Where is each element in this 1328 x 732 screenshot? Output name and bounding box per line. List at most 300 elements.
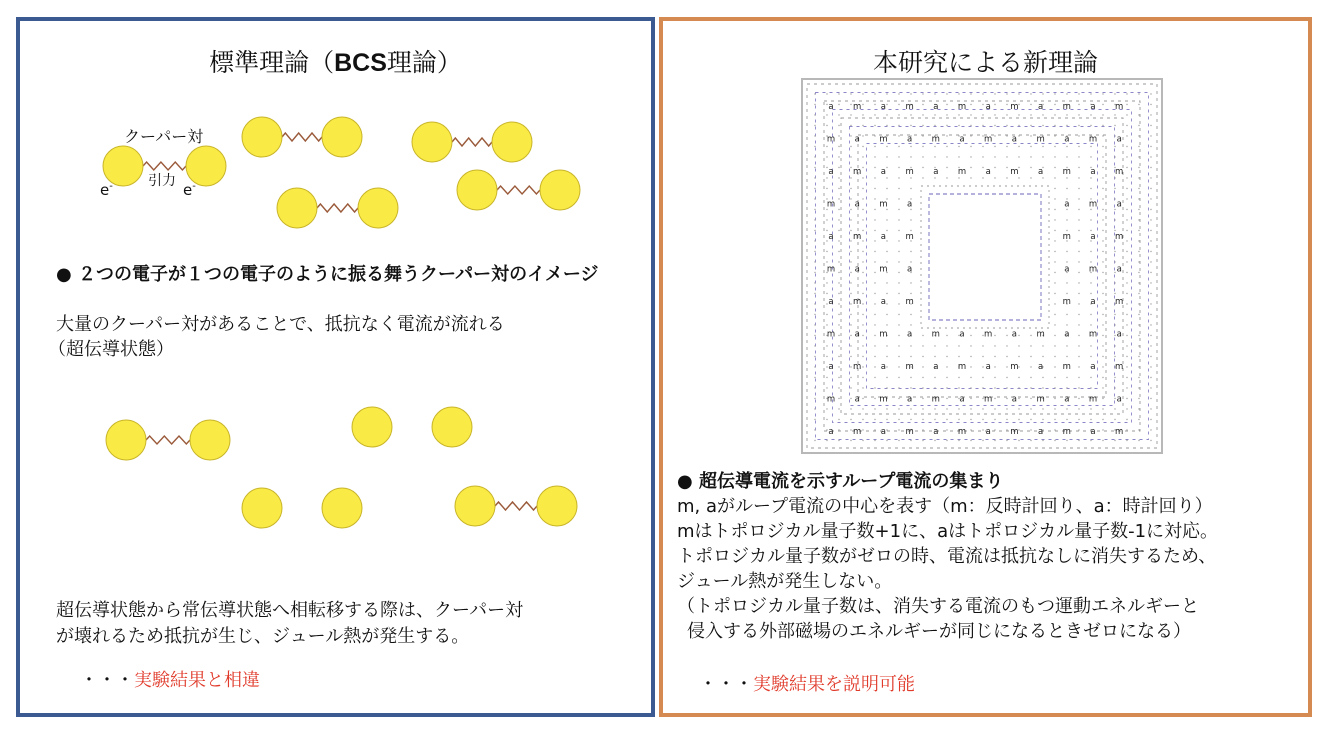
field-dot (934, 345, 935, 346)
field-dot (910, 93, 911, 94)
field-dot (982, 146, 983, 147)
field-dot (886, 93, 887, 94)
field-dot (862, 261, 863, 262)
a-center-label: a (854, 329, 860, 340)
field-dot (1138, 345, 1139, 346)
field-dot (850, 198, 851, 199)
a-center-label: a (828, 167, 834, 177)
field-dot (838, 261, 839, 262)
field-dot (934, 146, 935, 147)
field-dot (946, 419, 947, 420)
field-dot (1018, 377, 1019, 378)
m-center-label: m (1062, 102, 1071, 112)
m-center-label: m (905, 427, 914, 437)
field-dot (1018, 408, 1019, 409)
field-dot (934, 440, 935, 441)
field-dot (910, 230, 911, 231)
field-dot (910, 324, 911, 325)
a-center-label: a (1090, 167, 1096, 177)
field-dot (898, 167, 899, 168)
field-dot (1138, 230, 1139, 231)
field-dot (1114, 398, 1115, 399)
field-dot (1030, 135, 1031, 136)
field-dot (1090, 356, 1091, 357)
field-dot (1054, 125, 1055, 126)
field-dot (994, 125, 995, 126)
field-dot (838, 135, 839, 136)
field-dot (1150, 230, 1151, 231)
field-dot (946, 387, 947, 388)
m-center-label: m (826, 394, 836, 405)
inner-loop-path (929, 194, 1041, 320)
field-dot (1054, 419, 1055, 420)
field-dot (862, 272, 863, 273)
a-center-label: a (1064, 199, 1070, 210)
field-dot (1030, 104, 1031, 105)
field-dot (1150, 167, 1151, 168)
field-dot (1006, 408, 1007, 409)
field-dot (898, 282, 899, 283)
field-dot (862, 356, 863, 357)
field-dot (946, 177, 947, 178)
field-dot (958, 387, 959, 388)
field-dot (1102, 261, 1103, 262)
field-dot (1078, 177, 1079, 178)
field-dot (970, 146, 971, 147)
field-dot (886, 177, 887, 178)
new-theory-line-2: mはトポロジカル量子数+1に、aはトポロジカル量子数-1に対応。 (677, 521, 1219, 542)
field-dot (862, 293, 863, 294)
new-theory-line-5: （トポロジカル量子数は、消失する電流のもつ運動エネルギーと (677, 596, 1199, 617)
a-center-label: a (1037, 427, 1044, 437)
field-dot (1090, 230, 1091, 231)
field-dot (898, 377, 899, 378)
field-dot (1066, 230, 1067, 231)
field-dot (922, 93, 923, 94)
field-dot (994, 387, 995, 388)
field-dot (850, 366, 851, 367)
field-dot (874, 146, 875, 147)
field-dot (1006, 398, 1007, 399)
field-dot (1138, 198, 1139, 199)
field-dot (850, 272, 851, 273)
field-dot (862, 146, 863, 147)
field-dot (862, 282, 863, 283)
a-center-label: a (985, 102, 991, 112)
field-dot (814, 272, 815, 273)
field-dot (814, 419, 815, 420)
field-dot (1138, 209, 1139, 210)
field-dot (874, 230, 875, 231)
bcs-title: 標準理論（BCS理論） (209, 48, 462, 77)
field-dot (1102, 408, 1103, 409)
field-dot (886, 356, 887, 357)
field-dot (1078, 282, 1079, 283)
field-dot (1138, 261, 1139, 262)
field-dot (1030, 377, 1031, 378)
field-dot (958, 377, 959, 378)
field-dot (1150, 104, 1151, 105)
field-dot (1090, 261, 1091, 262)
field-dot (982, 387, 983, 388)
field-dot (1054, 356, 1055, 357)
field-dot (898, 156, 899, 157)
field-dot (1078, 356, 1079, 357)
electron (540, 170, 580, 210)
field-dot (838, 345, 839, 346)
field-dot (862, 440, 863, 441)
field-dot (1078, 230, 1079, 231)
field-dot (922, 377, 923, 378)
field-dot (1054, 177, 1055, 178)
m-center-label: m (957, 102, 967, 112)
field-dot (898, 135, 899, 136)
field-dot (1078, 240, 1079, 241)
field-dot (1090, 324, 1091, 325)
m-center-label: m (879, 264, 888, 275)
new-theory-line-6: 侵入する外部磁場のエネルギーが同じになるときゼロになる） (687, 621, 1191, 642)
field-dot (850, 104, 851, 105)
field-dot (1150, 272, 1151, 273)
field-dot (814, 230, 815, 231)
a-center-label: a (1011, 329, 1018, 340)
field-dot (934, 387, 935, 388)
a-center-label: a (1090, 362, 1096, 372)
single-electron (242, 488, 282, 528)
field-dot (922, 156, 923, 157)
field-dot (994, 146, 995, 147)
field-dot (1114, 440, 1115, 441)
field-dot (1030, 408, 1031, 409)
field-dot (1030, 125, 1031, 126)
field-dot (1066, 419, 1067, 420)
field-dot (1138, 419, 1139, 420)
field-dot (1054, 429, 1055, 430)
field-dot (1114, 177, 1115, 178)
field-dot (1018, 419, 1019, 420)
field-dot (886, 261, 887, 262)
field-dot (862, 114, 863, 115)
field-dot (946, 93, 947, 94)
bcs-line-1: 大量のクーパー対があることで、抵抗なく電流が流れる (56, 314, 505, 335)
field-dot (910, 345, 911, 346)
attraction-spring (452, 138, 492, 146)
a-center-label: a (828, 362, 834, 372)
field-dot (838, 408, 839, 409)
m-center-label: m (826, 134, 836, 145)
field-dot (1054, 240, 1055, 241)
field-dot (1114, 282, 1115, 283)
loop-current-path (867, 144, 1098, 389)
field-dot (826, 230, 827, 231)
field-dot (838, 156, 839, 157)
field-dot (1042, 419, 1043, 420)
field-dot (1054, 272, 1055, 273)
field-dot (886, 440, 887, 441)
field-dot (1006, 429, 1007, 430)
field-dot (1006, 377, 1007, 378)
field-dot (886, 282, 887, 283)
field-dot (958, 408, 959, 409)
field-dot (826, 293, 827, 294)
field-dot (1030, 177, 1031, 178)
a-center-label: a (985, 362, 991, 372)
m-center-label: m (957, 167, 967, 177)
field-dot (862, 387, 863, 388)
field-dot (1102, 125, 1103, 126)
field-dot (1138, 387, 1139, 388)
a-center-label: a (1090, 427, 1096, 437)
field-dot (1054, 282, 1055, 283)
field-dot (1006, 440, 1007, 441)
loop-current-path (816, 93, 1149, 440)
field-dot (946, 135, 947, 136)
field-dot (946, 429, 947, 430)
field-dot (1150, 114, 1151, 115)
loop-current-path (833, 110, 1132, 423)
field-dot (1150, 240, 1151, 241)
field-dot (934, 156, 935, 157)
field-dot (1030, 419, 1031, 420)
field-dot (850, 93, 851, 94)
field-dot (1150, 440, 1151, 441)
attraction-spring (317, 204, 358, 212)
field-dot (1126, 366, 1127, 367)
field-dot (1066, 93, 1067, 94)
field-dot (1126, 135, 1127, 136)
field-dot (1066, 324, 1067, 325)
field-dot (874, 125, 875, 126)
field-dot (982, 156, 983, 157)
field-dot (1138, 398, 1139, 399)
field-dot (838, 324, 839, 325)
field-dot (838, 293, 839, 294)
a-center-label: a (1011, 134, 1018, 145)
field-dot (1078, 293, 1079, 294)
field-dot (1150, 335, 1151, 336)
field-dot (910, 125, 911, 126)
field-dot (886, 104, 887, 105)
field-dot (1138, 104, 1139, 105)
field-dot (814, 167, 815, 168)
m-center-label: m (1062, 297, 1071, 307)
field-dot (1042, 377, 1043, 378)
field-dot (1006, 125, 1007, 126)
field-dot (958, 440, 959, 441)
field-dot (898, 335, 899, 336)
field-dot (1078, 345, 1079, 346)
field-dot (958, 146, 959, 147)
field-dot (1150, 324, 1151, 325)
field-dot (898, 419, 899, 420)
field-dot (814, 356, 815, 357)
field-dot (814, 135, 815, 136)
field-dot (1054, 377, 1055, 378)
field-dot (814, 240, 815, 241)
field-dot (910, 387, 911, 388)
bcs-conclusion: ・・・実験結果と相違 (80, 670, 260, 691)
field-dot (874, 366, 875, 367)
field-dot (1138, 177, 1139, 178)
field-dot (886, 156, 887, 157)
field-dot (958, 114, 959, 115)
a-center-label: a (933, 102, 939, 112)
field-dot (994, 419, 995, 420)
attraction-spring (282, 133, 322, 141)
field-dot (850, 230, 851, 231)
field-dot (850, 114, 851, 115)
new-theory-panel (659, 17, 1312, 717)
field-dot (1054, 104, 1055, 105)
loop-current-lattice (801, 78, 1163, 454)
field-dot (850, 324, 851, 325)
field-dot (1066, 282, 1067, 283)
m-center-label: m (879, 329, 888, 340)
field-dot (1066, 219, 1067, 220)
field-dot (838, 387, 839, 388)
field-dot (886, 324, 887, 325)
field-dot (910, 114, 911, 115)
field-dot (1114, 125, 1115, 126)
field-dot (1126, 146, 1127, 147)
attraction-label: 引力 (148, 173, 176, 189)
field-dot (922, 356, 923, 357)
field-dot (850, 408, 851, 409)
field-dot (1066, 177, 1067, 178)
field-dot (838, 188, 839, 189)
field-dot (814, 146, 815, 147)
field-dot (970, 335, 971, 336)
field-dot (1078, 167, 1079, 168)
field-dot (1114, 293, 1115, 294)
field-dot (1102, 188, 1103, 189)
field-dot (1126, 377, 1127, 378)
field-dot (958, 93, 959, 94)
field-dot (922, 345, 923, 346)
field-dot (934, 408, 935, 409)
field-dot (970, 177, 971, 178)
field-dot (1126, 293, 1127, 294)
field-dot (1078, 198, 1079, 199)
field-dot (1018, 114, 1019, 115)
field-dot (1078, 93, 1079, 94)
field-dot (946, 146, 947, 147)
m-center-label: m (905, 102, 914, 112)
field-dot (1054, 198, 1055, 199)
field-dot (1126, 125, 1127, 126)
field-dot (1090, 156, 1091, 157)
field-dot (874, 314, 875, 315)
field-dot (1150, 387, 1151, 388)
field-dot (1054, 209, 1055, 210)
field-dot (1102, 209, 1103, 210)
field-dot (1150, 198, 1151, 199)
field-dot (922, 366, 923, 367)
field-dot (982, 440, 983, 441)
a-center-label: a (1116, 199, 1122, 210)
field-dot (1150, 156, 1151, 157)
field-dot (970, 104, 971, 105)
field-dot (1150, 366, 1151, 367)
field-dot (1114, 146, 1115, 147)
m-center-label: m (1088, 134, 1098, 145)
field-dot (1102, 156, 1103, 157)
field-dot (994, 104, 995, 105)
m-center-label: m (853, 232, 862, 242)
field-dot (982, 429, 983, 430)
field-dot (814, 314, 815, 315)
field-dot (1150, 146, 1151, 147)
field-dot (1138, 167, 1139, 168)
field-dot (1018, 356, 1019, 357)
a-center-label: a (906, 199, 913, 210)
field-dot (826, 146, 827, 147)
field-dot (1138, 377, 1139, 378)
field-dot (850, 240, 851, 241)
field-dot (1126, 440, 1127, 441)
field-dot (922, 387, 923, 388)
field-dot (910, 146, 911, 147)
field-dot (1054, 398, 1055, 399)
field-dot (898, 146, 899, 147)
field-dot (1138, 303, 1139, 304)
field-dot (862, 240, 863, 241)
field-dot (934, 377, 935, 378)
field-dot (1042, 440, 1043, 441)
field-dot (970, 345, 971, 346)
field-dot (1138, 125, 1139, 126)
field-dot (1042, 387, 1043, 388)
m-center-label: m (1036, 394, 1045, 405)
field-dot (1090, 93, 1091, 94)
field-dot (946, 440, 947, 441)
field-dot (970, 429, 971, 430)
field-dot (1042, 156, 1043, 157)
field-dot (1078, 324, 1079, 325)
field-dot (1066, 125, 1067, 126)
field-dot (838, 419, 839, 420)
field-dot (934, 419, 935, 420)
field-dot (1018, 440, 1019, 441)
field-dot (1102, 387, 1103, 388)
a-center-label: a (906, 264, 913, 275)
field-dot (1090, 146, 1091, 147)
field-dot (1090, 345, 1091, 346)
field-dot (1126, 419, 1127, 420)
field-dot (946, 156, 947, 157)
new-theory-line-3: トポロジカル量子数がゼロの時、電流は抵抗なしに消失するため、 (677, 546, 1217, 567)
field-dot (1126, 188, 1127, 189)
transition-line-1: 超伝導状態から常伝導状態へ相転移する際は、クーパー対 (56, 600, 524, 621)
a-center-label: a (854, 264, 860, 275)
field-dot (1114, 356, 1115, 357)
field-dot (898, 261, 899, 262)
field-dot (874, 114, 875, 115)
field-dot (970, 167, 971, 168)
m-center-label: m (853, 427, 862, 437)
field-dot (1018, 387, 1019, 388)
field-dot (1126, 230, 1127, 231)
field-dot (850, 398, 851, 399)
a-center-label: a (880, 362, 887, 372)
field-dot (994, 335, 995, 336)
field-dot (886, 146, 887, 147)
electron-label-left: e- (100, 181, 113, 199)
field-dot (862, 177, 863, 178)
field-dot (898, 366, 899, 367)
field-dot (898, 209, 899, 210)
field-dot (862, 345, 863, 346)
